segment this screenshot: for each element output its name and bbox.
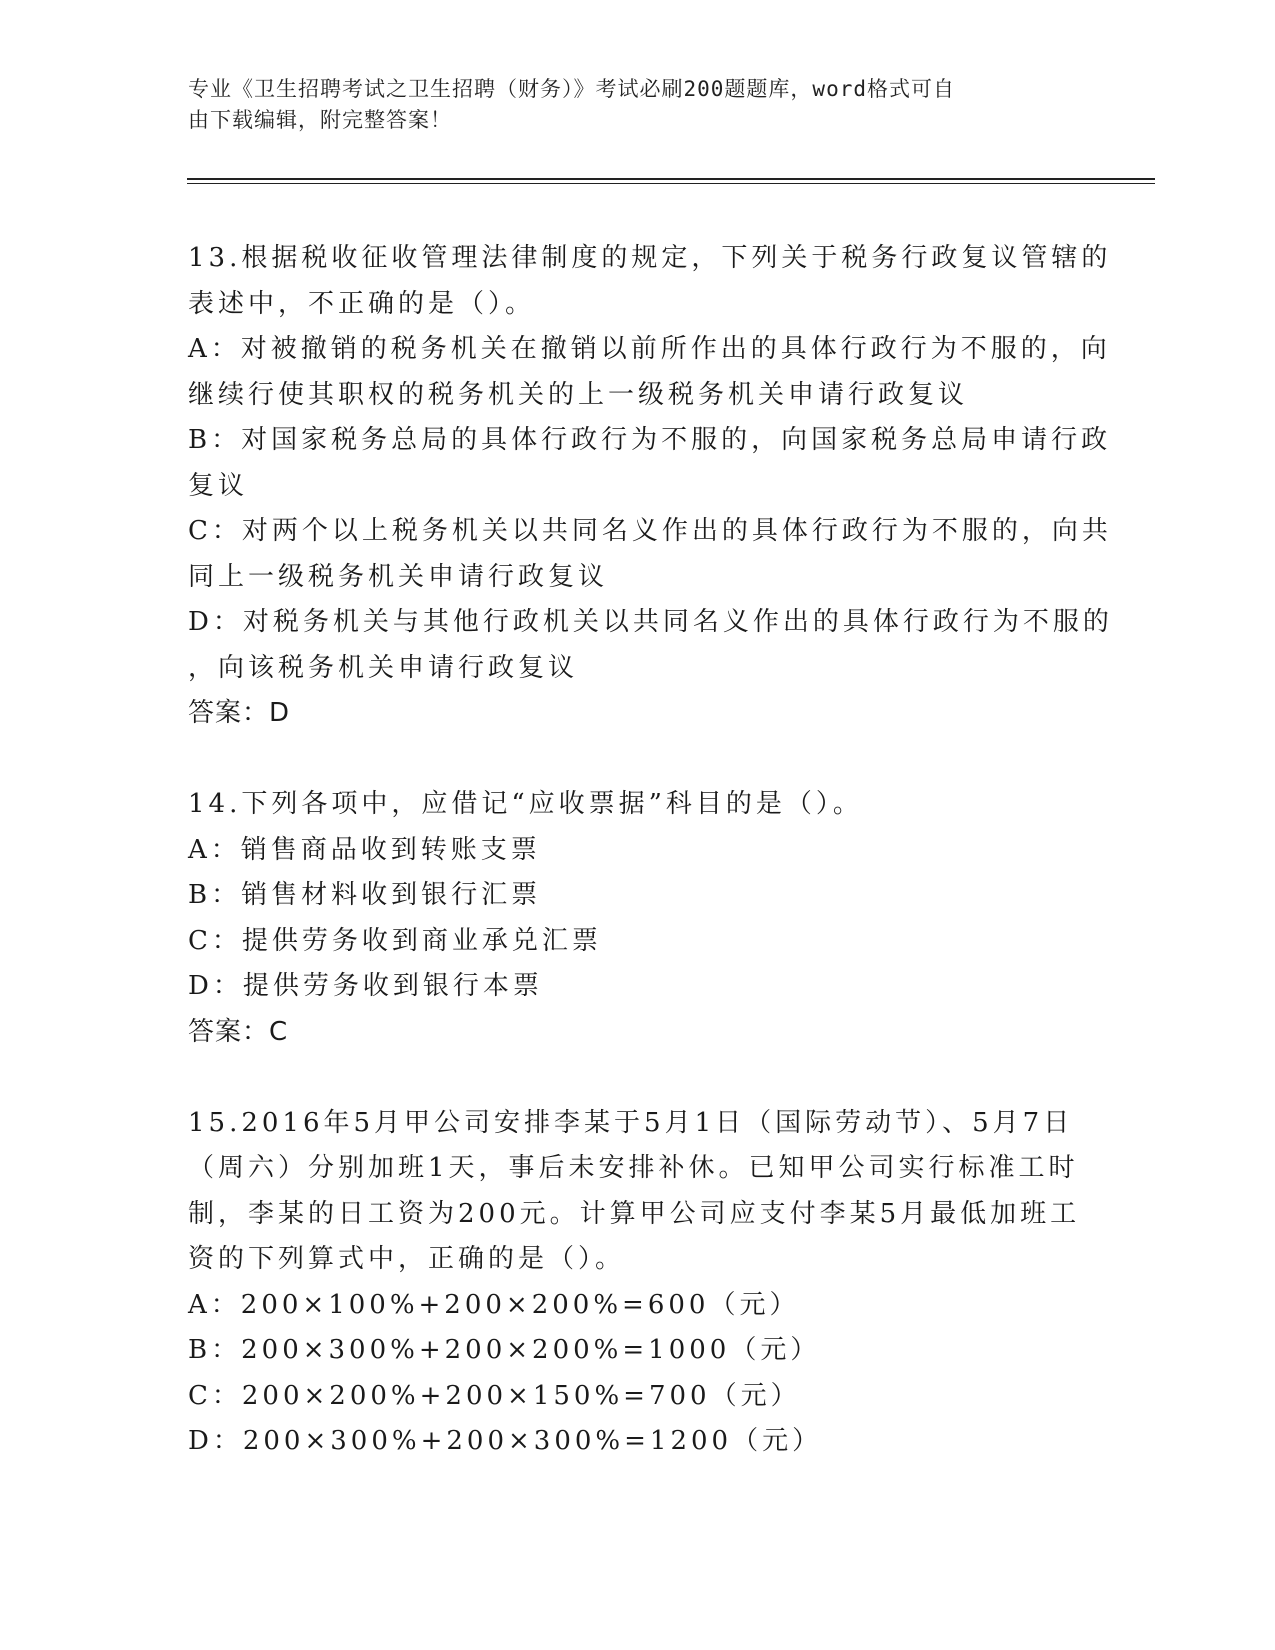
question-stem: 表述中，不正确的是（）。 (188, 288, 536, 319)
option-b: 复议 (188, 470, 249, 501)
option-c: C：对两个以上税务机关以共同名义作出的具体行政行为不服的，向共 (188, 516, 1112, 546)
question-stem: 15.2016年5月甲公司安排李某于5月1日（国际劳动节）、5月7日 (188, 1107, 1074, 1138)
option-b: B：对国家税务总局的具体行政行为不服的，向国家税务总局申请行政 (188, 425, 1112, 455)
answer-label: 答案：C (188, 1016, 289, 1047)
question-stem: 14.下列各项中，应借记“应收票据”科目的是（）。 (188, 789, 863, 819)
question-14 (188, 782, 1088, 1055)
question-stem: 13.根据税收征收管理法律制度的规定，下列关于税务行政复议管辖的 (188, 243, 1112, 273)
question-13 (188, 236, 1113, 737)
option-d: D：200×300%+200×300%=1200（元） (188, 1426, 823, 1456)
question-stem: 资的下列算式中，正确的是（）。 (188, 1244, 626, 1274)
option-d: ，向该税务机关申请行政复议 (188, 652, 579, 683)
answer-label: 答案：D (188, 698, 291, 728)
header-divider-thin (187, 183, 1155, 184)
question-15 (188, 1101, 1088, 1465)
option-c: 同上一级税务机关申请行政复议 (188, 561, 609, 592)
option-c: C：提供劳务收到商业承兑汇票 (188, 925, 602, 956)
option-a: A：200×100%+200×200%=600（元） (188, 1289, 800, 1320)
option-c: C：200×200%+200×150%=700（元） (188, 1380, 801, 1411)
question-stem: 制，李某的日工资为200元。计算甲公司应支付李某5月最低加班工 (188, 1198, 1081, 1229)
option-a: A：对被撤销的税务机关在撤销以前所作出的具体行政行为不服的，向 (188, 334, 1111, 364)
question-spacer (188, 1055, 1088, 1101)
option-a: A：销售商品收到转账支票 (188, 834, 541, 865)
document-header (188, 74, 1068, 136)
question-stem: （周六）分别加班1天，事后未安排补休。已知甲公司实行标准工时 (188, 1153, 1079, 1183)
option-b: B：200×300%+200×200%=1000（元） (188, 1335, 821, 1365)
question-spacer (188, 737, 1088, 783)
header-line: 由下载编辑，附完整答案！ (188, 108, 452, 132)
option-b: B：销售材料收到银行汇票 (188, 880, 542, 910)
option-d: D：提供劳务收到银行本票 (188, 971, 543, 1001)
option-a: 继续行使其职权的税务机关的上一级税务机关申请行政复议 (188, 379, 969, 410)
question-list (188, 236, 1113, 1465)
header-divider-thick (187, 178, 1155, 180)
header-line: 专业《卫生招聘考试之卫生招聘（财务）》考试必刷200题题库，word格式可自 (188, 77, 955, 101)
option-d: D：对税务机关与其他行政机关以共同名义作出的具体行政行为不服的 (188, 607, 1113, 637)
